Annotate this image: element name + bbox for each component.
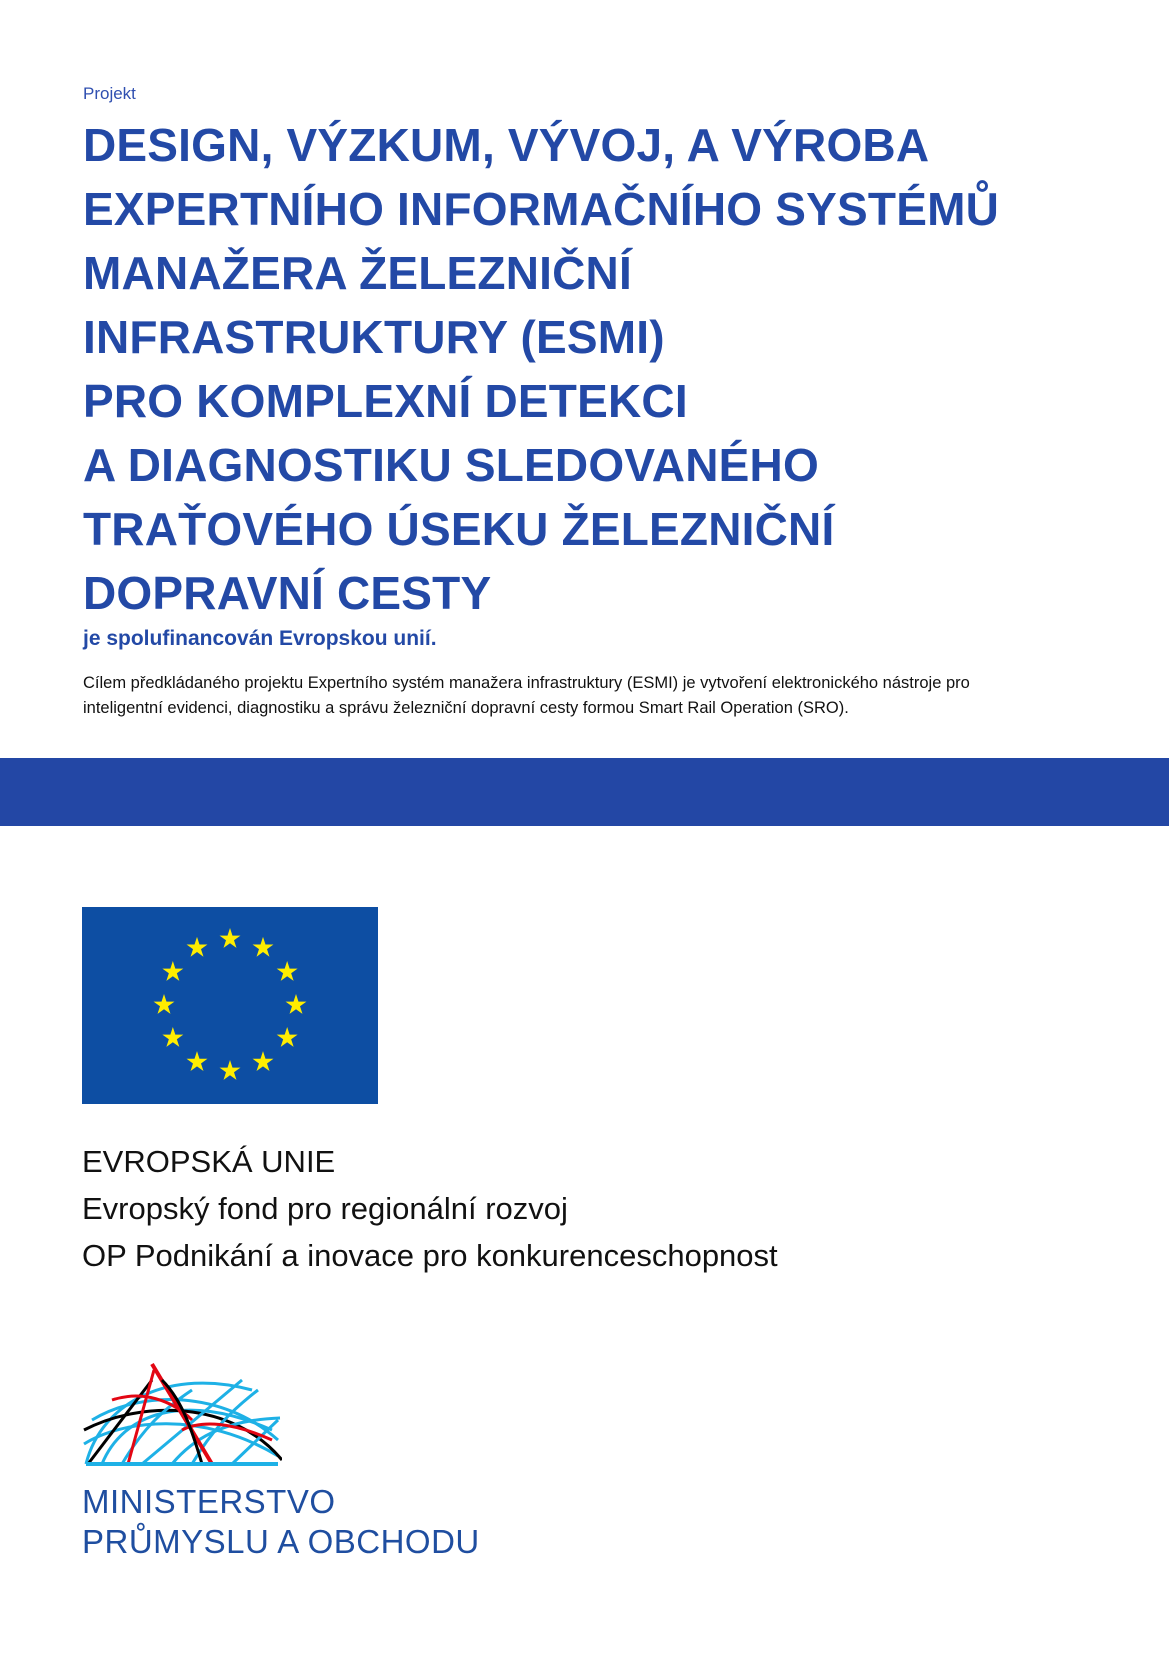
flag-star (154, 994, 175, 1014)
project-title (83, 113, 1143, 625)
title-line: DOPRAVNÍ CESTY (83, 567, 492, 619)
flag-star (220, 928, 241, 948)
ministry-globe-logo (82, 1360, 282, 1466)
flag-star (286, 994, 307, 1014)
flag-star (253, 1051, 274, 1071)
blue-band (0, 758, 1169, 826)
eu-line-union: EVROPSKÁ UNIE (82, 1144, 336, 1179)
flag-star (162, 961, 183, 981)
cofinanced-statement: je spolufinancován Evropskou unií. (83, 627, 437, 650)
title-line: EXPERTNÍHO INFORMAČNÍHO SYSTÉMŮ (83, 183, 1000, 235)
flag-star (277, 961, 298, 981)
title-line: DESIGN, VÝZKUM, VÝVOJ, A VÝROBA (83, 119, 930, 171)
project-label: Projekt (83, 84, 136, 103)
ministry-line: PRŮMYSLU A OBCHODU (82, 1523, 480, 1560)
flag-star (220, 1060, 241, 1080)
eu-flag-icon (82, 907, 378, 1104)
flag-star (187, 1051, 208, 1071)
title-line: PRO KOMPLEXNÍ DETEKCI (83, 375, 688, 427)
project-description: Cílem předkládaného projektu Expertního systém manažera infrastruktury (ESMI) je vytvoření elektronického nástroje pro inteligentní evidenci, diagnostiku a správu železniční dopravní cesty formou Smart Rail Operation (SRO). (83, 674, 970, 717)
flag-star (162, 1027, 183, 1047)
ministry-name (82, 1482, 480, 1562)
eu-line-programme: OP Podnikání a inovace pro konkurenceschopnost (82, 1238, 778, 1273)
title-line: A DIAGNOSTIKU SLEDOVANÉHO (83, 439, 819, 491)
flag-star (187, 937, 208, 957)
eu-funding-block (82, 1138, 778, 1279)
title-line: INFRASTRUKTURY (ESMI) (83, 311, 665, 363)
title-line: TRAŤOVÉHO ÚSEKU ŽELEZNIČNÍ (83, 503, 835, 555)
flag-star (253, 937, 274, 957)
eu-line-fund: Evropský fond pro regionální rozvoj (82, 1191, 568, 1226)
title-line: MANAŽERA ŽELEZNIČNÍ (83, 247, 632, 299)
flag-star (277, 1027, 298, 1047)
ministry-line: MINISTERSTVO (82, 1483, 336, 1520)
